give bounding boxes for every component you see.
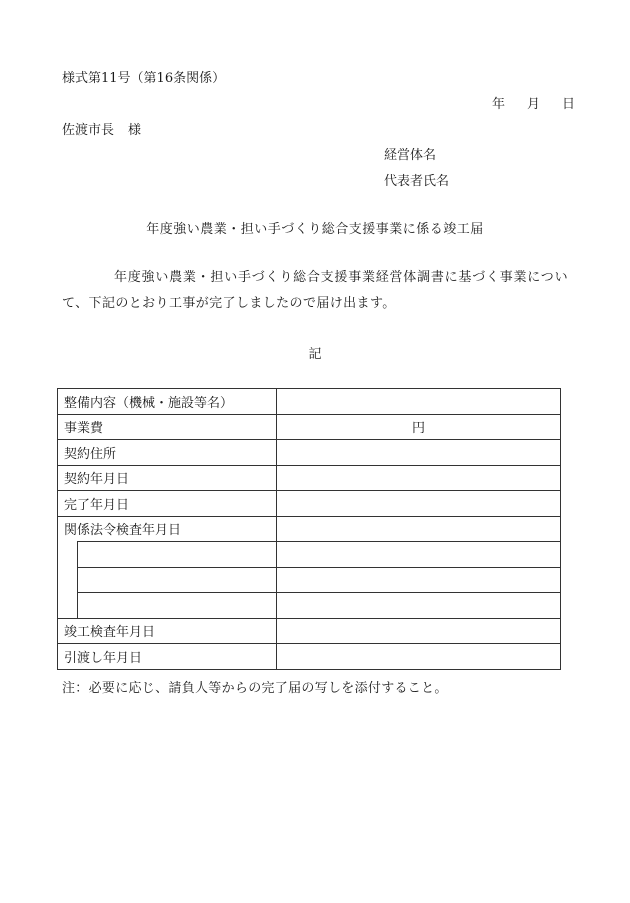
table-row bbox=[58, 440, 561, 466]
row-value bbox=[277, 516, 561, 542]
table-row bbox=[58, 491, 561, 517]
ki-heading: 記 bbox=[308, 347, 322, 362]
addressee-suffix: 様 bbox=[128, 123, 142, 138]
entity-name-label: 経営体名 bbox=[384, 148, 437, 163]
table-row bbox=[58, 389, 561, 415]
sub-label bbox=[78, 593, 277, 619]
table-row bbox=[58, 618, 561, 644]
date-month: 月 bbox=[527, 97, 541, 112]
row-label: 契約住所 bbox=[58, 440, 277, 466]
document-title: 年度強い農業・担い手づくり総合支援事業に係る竣工届 bbox=[146, 222, 484, 237]
row-value bbox=[277, 389, 561, 415]
addressee bbox=[62, 119, 141, 138]
row-label: 整備内容（機械・施設等名） bbox=[58, 389, 277, 415]
table-row bbox=[58, 542, 561, 568]
indent-cell bbox=[58, 593, 78, 619]
row-value bbox=[277, 593, 561, 619]
row-value-yen: 円 bbox=[277, 414, 561, 440]
sub-label bbox=[78, 567, 277, 593]
table-row bbox=[58, 644, 561, 670]
row-value bbox=[277, 542, 561, 568]
row-value bbox=[277, 618, 561, 644]
row-label: 契約年月日 bbox=[58, 465, 277, 491]
row-value bbox=[277, 440, 561, 466]
table-row bbox=[58, 414, 561, 440]
row-label: 事業費 bbox=[58, 414, 277, 440]
indent-cell bbox=[58, 542, 78, 568]
inspection-label: 関係法令検査年月日 bbox=[58, 516, 277, 542]
indent-cell bbox=[58, 567, 78, 593]
table-row bbox=[58, 593, 561, 619]
date-year: 年 bbox=[492, 97, 506, 112]
row-label: 引渡し年月日 bbox=[58, 644, 277, 670]
form-number: 様式第11号（第16条関係） bbox=[62, 71, 226, 86]
row-value bbox=[277, 644, 561, 670]
row-value bbox=[277, 491, 561, 517]
representative-name-label: 代表者氏名 bbox=[384, 174, 450, 189]
row-value bbox=[277, 567, 561, 593]
addressee-name: 佐渡市長 bbox=[62, 123, 115, 138]
table-row bbox=[58, 516, 561, 542]
sub-label bbox=[78, 542, 277, 568]
footnote: 注：必要に応じ、請負人等からの完了届の写しを添付すること。 bbox=[62, 681, 448, 696]
table-row bbox=[58, 567, 561, 593]
row-label: 竣工検査年月日 bbox=[58, 618, 277, 644]
body-text: 年度強い農業・担い手づくり総合支援事業経営体調書に基づく事業について、下記のとおり工事が完了しましたので届け出ます。 bbox=[62, 270, 568, 311]
row-value bbox=[277, 465, 561, 491]
row-label: 完了年月日 bbox=[58, 491, 277, 517]
detail-table bbox=[57, 388, 561, 670]
date-line bbox=[492, 93, 575, 112]
date-day: 日 bbox=[562, 97, 576, 112]
table-row bbox=[58, 465, 561, 491]
